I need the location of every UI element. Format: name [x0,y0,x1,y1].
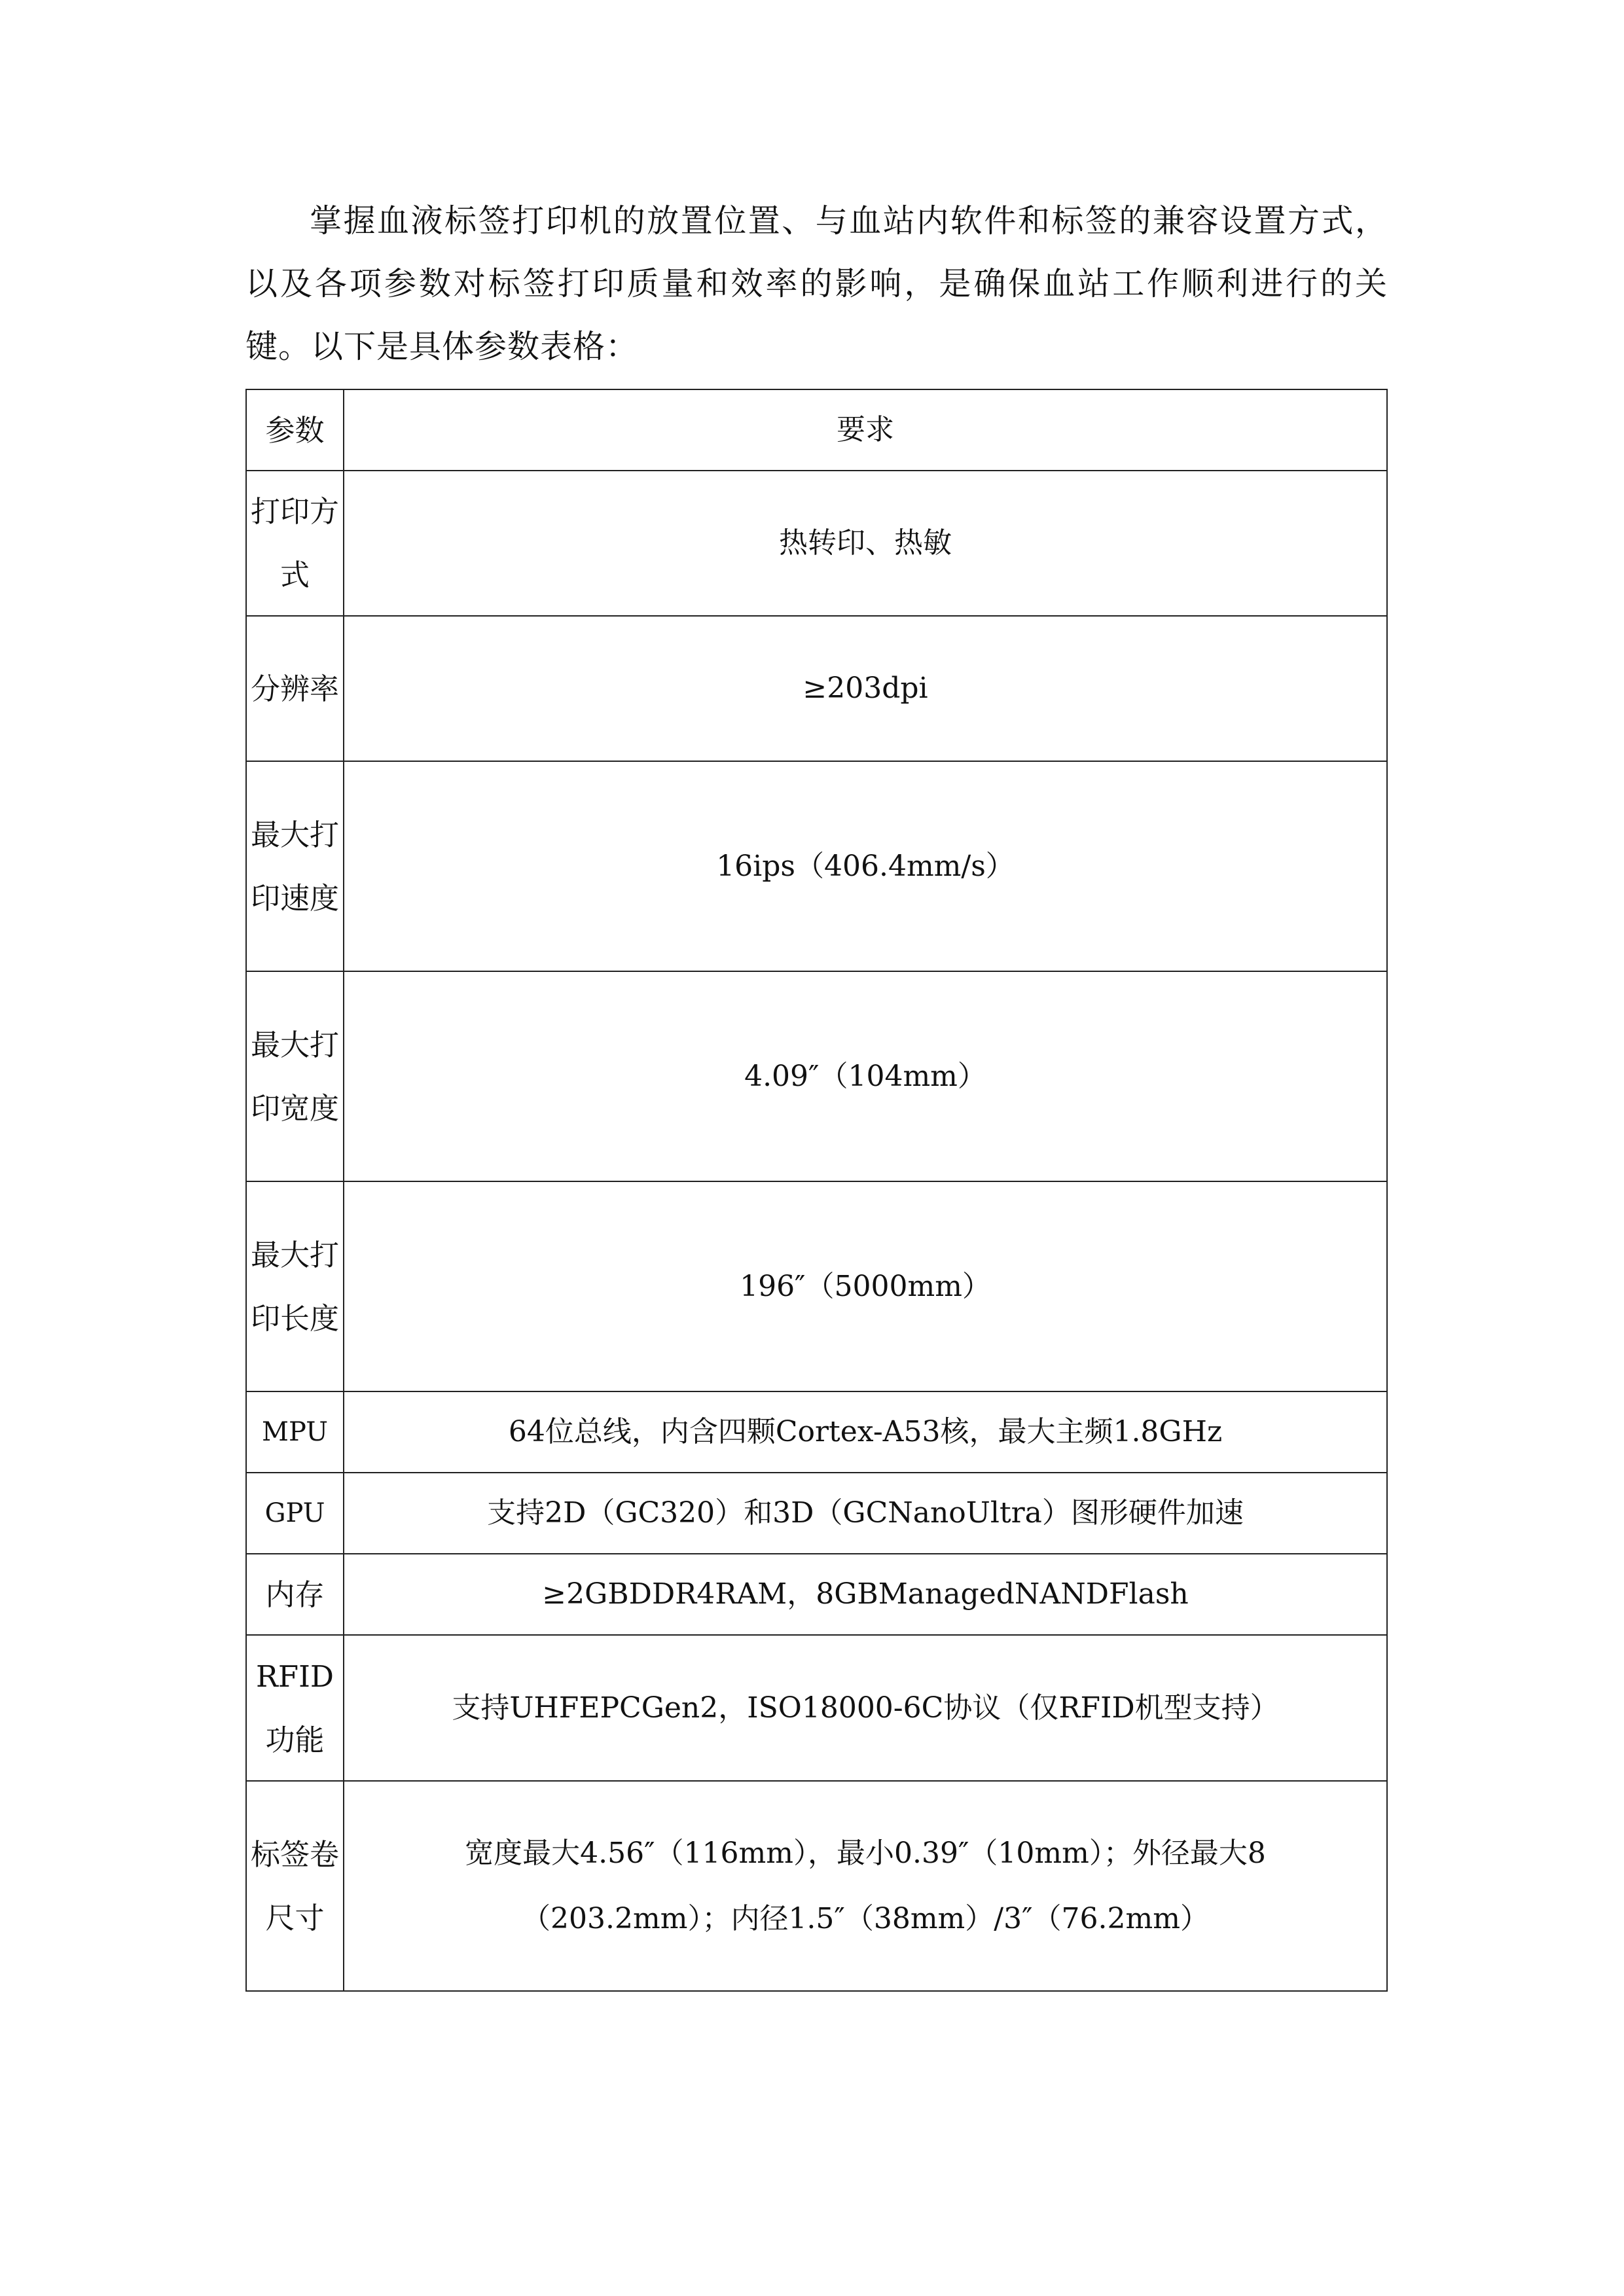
param-cell: MPU [246,1391,344,1473]
param-cell: 最大打印长度 [246,1181,344,1391]
param-cell: GPU [246,1473,344,1554]
table-row [246,1473,1387,1554]
req-cell: 16ips（406.4mm/s） [344,761,1387,971]
req-cell: 64位总线，内含四颗Cortex-A53核，最大主频1.8GHz [344,1391,1387,1473]
param-cell: RFID功能 [246,1635,344,1781]
intro-paragraph: 掌握血液标签打印机的放置位置、与血站内软件和标签的兼容设置方式，以及各项参数对标签打印质量和效率的影响，是确保血站工作顺利进行的关键。以下是具体参数表格： [245,202,1388,365]
table-row [246,471,1387,616]
req-cell: 196″（5000mm） [344,1181,1387,1391]
param-cell: 最大打印速度 [246,761,344,971]
param-cell: 内存 [246,1554,344,1635]
param-cell: 标签卷尺寸 [246,1781,344,1991]
param-cell: 打印方式 [246,471,344,616]
req-cell: 支持2D（GC320）和3D（GCNanoUltra）图形硬件加速 [344,1473,1387,1554]
req-cell: 4.09″（104mm） [344,971,1387,1181]
header-param: 参数 [246,389,344,471]
table-row [246,1781,1387,1991]
req-cell: ≥2GBDDR4RAM，8GBManagedNANDFlash [344,1554,1387,1635]
table-row [246,616,1387,761]
req-cell: 支持UHFEPCGen2，ISO18000-6C协议（仅RFID机型支持） [344,1635,1387,1781]
req-cell: 热转印、热敏 [344,471,1387,616]
table-row [246,1391,1387,1473]
param-cell: 最大打印宽度 [246,971,344,1181]
req-cell: 宽度最大4.56″（116mm），最小0.39″（10mm）；外径最大8（203.2mm）；内径1.5″（38mm）/3″（76.2mm） [344,1781,1387,1991]
table-row [246,1181,1387,1391]
table-row [246,971,1387,1181]
table-row [246,761,1387,971]
table-header-row [246,389,1387,471]
header-req: 要求 [344,389,1387,471]
req-cell: ≥203dpi [344,616,1387,761]
param-cell: 分辨率 [246,616,344,761]
table-row [246,1635,1387,1781]
spec-table [245,389,1388,1992]
table-row [246,1554,1387,1635]
